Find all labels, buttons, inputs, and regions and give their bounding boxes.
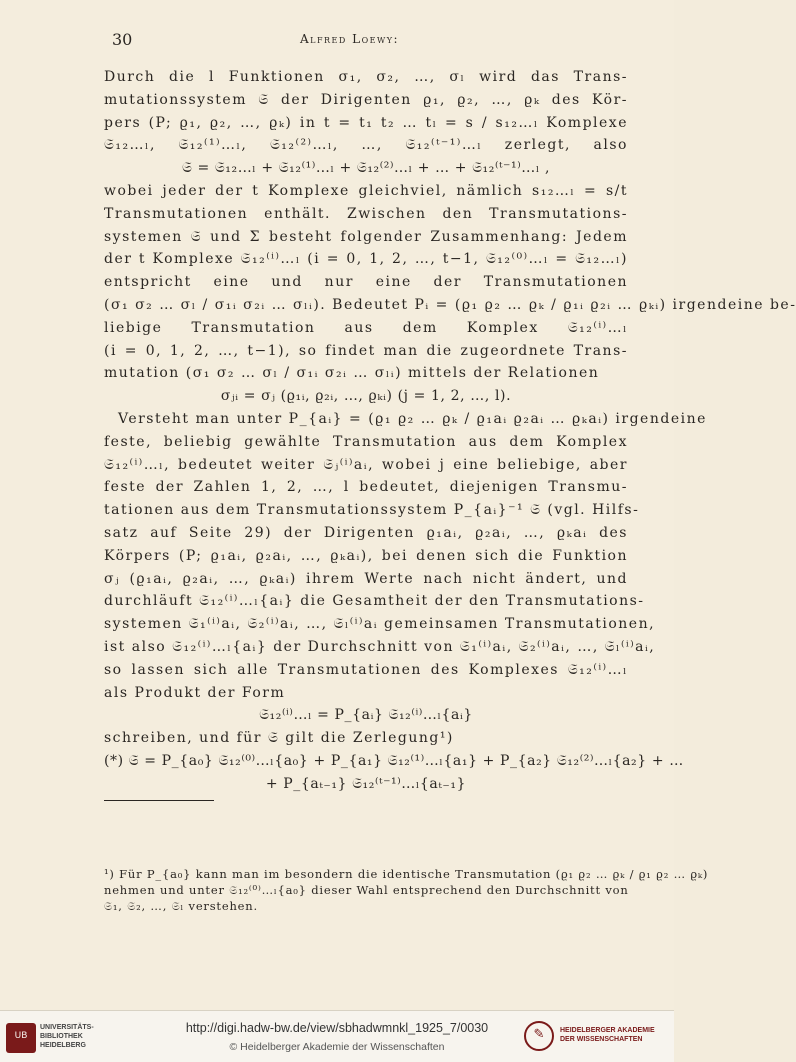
text-line: schreiben, und für 𝔖 gilt die Zerlegung¹) — [104, 730, 454, 747]
text-line: 𝔖₁₂⁽ⁱ⁾…ₗ, bedeutet weiter 𝔖ⱼ⁽ⁱ⁾aᵢ, wobei j eine beliebige, aber — [104, 456, 628, 473]
footnote — [104, 866, 709, 914]
text-line: mutationssystem 𝔖 der Dirigenten ϱ₁, ϱ₂, …, ϱₖ des Kör- — [104, 91, 628, 108]
text-line: feste der Zahlen 1, 2, …, l bedeutet, diejenigen Transmu- — [104, 479, 628, 496]
text-line: Durch die l Funktionen σ₁, σ₂, …, σₗ wird das Trans- — [104, 69, 628, 85]
text-line: Körpers (P; ϱ₁aᵢ, ϱ₂aᵢ, …, ϱₖaᵢ), bei denen sich die Funktion — [104, 547, 628, 564]
copyright-notice: © Heidelberger Akademie der Wissenschaften — [229, 1041, 445, 1053]
text-line: satz auf Seite 29) der Dirigenten ϱ₁aᵢ, ϱ₂aᵢ, …, ϱₖaᵢ des — [104, 524, 628, 541]
text-line: (i = 0, 1, 2, …, t−1), so findet man die zugeordnete Trans- — [104, 342, 628, 359]
text-line: Transmutationen enthält. Zwischen den Transmutations- — [104, 205, 628, 222]
text-line: 𝔖₁₂…ₗ, 𝔖₁₂⁽¹⁾…ₗ, 𝔖₁₂⁽²⁾…ₗ, …, 𝔖₁₂⁽ᵗ⁻¹⁾…ₗ zerlegt, also — [104, 137, 628, 154]
running-title: Alfred Loewy: — [300, 32, 400, 46]
text-line: mutation (σ₁ σ₂ … σₗ / σ₁ᵢ σ₂ᵢ … σₗᵢ) mittels der Relationen — [104, 365, 600, 382]
text-line: als Produkt der Form — [104, 684, 286, 701]
footnote-rule — [104, 800, 214, 801]
text-line: liebige Transmutation aus dem Komplex 𝔖₁₂⁽ⁱ⁾…ₗ — [104, 319, 628, 336]
text-line: systemen 𝔖 und Σ besteht folgender Zusammenhang: Jedem — [104, 228, 628, 245]
text-line: systemen 𝔖₁⁽ⁱ⁾aᵢ, 𝔖₂⁽ⁱ⁾aᵢ, …, 𝔖ₗ⁽ⁱ⁾aᵢ gemeinsamen Transmutationen, — [104, 616, 656, 633]
display-equation: + P_{aₜ₋₁} 𝔖₁₂⁽ᵗ⁻¹⁾…ₗ{aₜ₋₁} — [265, 775, 467, 792]
text-line: durchläuft 𝔖₁₂⁽ⁱ⁾…ₗ{aᵢ} die Gesamtheit der den Transmutations- — [104, 593, 645, 610]
text-line: feste, beliebig gewählte Transmutation aus dem Komplex — [104, 433, 628, 450]
academy-logo-icon: ✎ — [524, 1021, 554, 1051]
text-line: wobei jeder der t Komplexe gleichviel, nämlich s₁₂…ₗ = s/t — [104, 182, 628, 199]
running-header — [0, 30, 674, 50]
body-text — [104, 66, 796, 801]
text-line: σⱼ (ϱ₁aᵢ, ϱ₂aᵢ, …, ϱₖaᵢ) ihrem Werte nach nicht ändert, und — [104, 570, 628, 587]
display-equation: 𝔖 = 𝔖₁₂…ₗ + 𝔖₁₂⁽¹⁾…ₗ + 𝔖₁₂⁽²⁾…ₗ + … + 𝔖₁₂⁽ᵗ⁻¹⁾…ₗ , — [182, 160, 550, 177]
text-line: entspricht eine und nur eine der Transmutationen — [104, 274, 628, 291]
text-line: (σ₁ σ₂ … σₗ / σ₁ᵢ σ₂ᵢ … σₗᵢ). Bedeutet Pᵢ = (ϱ₁ ϱ₂ … ϱₖ / ϱ₁ᵢ ϱ₂ᵢ … ϱₖᵢ) irgendeine be- — [104, 296, 796, 313]
footnote-line: 𝔖₁, 𝔖₂, …, 𝔖ₗ verstehen. — [104, 899, 258, 913]
footnote-line: nehmen und unter 𝔖₁₂⁽⁰⁾…ₗ{a₀} dieser Wahl entsprechend den Durchschnitt von — [104, 883, 629, 897]
university-library-logo: UB — [6, 1023, 36, 1053]
text-line: tationen aus dem Transmutationssystem P_{aᵢ}⁻¹ 𝔖 (vgl. Hilfs- — [104, 502, 640, 519]
display-equation: (*) 𝔖 = P_{a₀} 𝔖₁₂⁽⁰⁾…ₗ{a₀} + P_{a₁} 𝔖₁₂⁽¹⁾…ₗ{a₁} + P_{a₂} 𝔖₁₂⁽²⁾…ₗ{a₂} + … — [104, 752, 684, 769]
text-line: pers (P; ϱ₁, ϱ₂, …, ϱₖ) in t = t₁ t₂ … tₗ = s / s₁₂…ₗ Komplexe — [104, 114, 628, 131]
text-line: der t Komplexe 𝔖₁₂⁽ⁱ⁾…ₗ (i = 0, 1, 2, …, t−1, 𝔖₁₂⁽⁰⁾…ₗ = 𝔖₁₂…ₗ) — [104, 251, 628, 268]
footnote-line: ¹) Für P_{a₀} kann man im besondern die identische Transmutation (ϱ₁ ϱ₂ … ϱₖ / ϱ₁ ϱ₂ … ϱₖ) — [104, 867, 709, 881]
text-line: Versteht man unter P_{aᵢ} = (ϱ₁ ϱ₂ … ϱₖ / ϱ₁aᵢ ϱ₂aᵢ … ϱₖaᵢ) irgendeine — [118, 410, 707, 427]
page-number: 30 — [112, 30, 133, 49]
permalink-url[interactable]: http://digi.hadw-bw.de/view/sbhadwmnkl_1925_7/0030 — [185, 1021, 489, 1035]
academy-name: HEIDELBERGER AKADEMIE DER WISSENSCHAFTEN — [560, 1027, 655, 1043]
library-name: UNIVERSITÄTS- BIBLIOTHEK HEIDELBERG — [40, 1024, 94, 1049]
display-equation: 𝔖₁₂⁽ⁱ⁾…ₗ = P_{aᵢ} 𝔖₁₂⁽ⁱ⁾…ₗ{aᵢ} — [259, 707, 473, 724]
text-line: so lassen sich alle Transmutationen des Komplexes 𝔖₁₂⁽ⁱ⁾…ₗ — [104, 661, 628, 678]
text-line: ist also 𝔖₁₂⁽ⁱ⁾…ₗ{aᵢ} der Durchschnitt von 𝔖₁⁽ⁱ⁾aᵢ, 𝔖₂⁽ⁱ⁾aᵢ, …, 𝔖ₗ⁽ⁱ⁾aᵢ, — [104, 638, 656, 655]
viewer-footer — [0, 1010, 674, 1062]
display-equation: σⱼᵢ = σⱼ (ϱ₁ᵢ, ϱ₂ᵢ, …, ϱₖᵢ) (j = 1, 2, …, l). — [220, 388, 512, 405]
